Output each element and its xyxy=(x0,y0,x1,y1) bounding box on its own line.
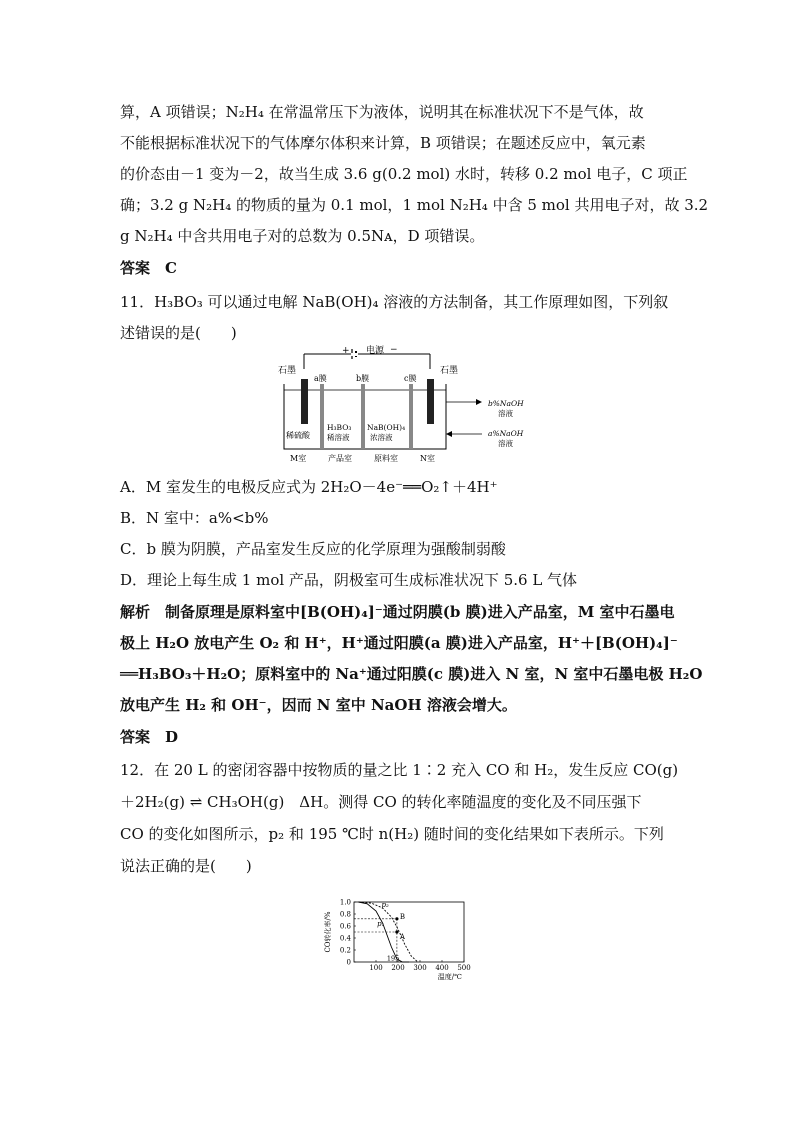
q11-option-a: A．M 室发生的电极反应式为 2H₂O－4e⁻══O₂↑＋4H⁺ xyxy=(120,478,498,496)
y-tick-label: 0.2 xyxy=(339,946,351,955)
inflow-arrow-icon xyxy=(446,431,452,437)
answer-10: 答案 C xyxy=(120,259,177,277)
solution-product-2: 稀溶液 xyxy=(327,433,350,442)
q11-option-c: C．b 膜为阴膜，产品室发生反应的化学原理为强酸制弱酸 xyxy=(120,540,506,558)
inflow-label-2: 溶液 xyxy=(498,439,513,448)
q12-stem-3: CO 的变化如图所示，p₂ 和 195 ℃时 n(H₂) 随时间的变化结果如下表所示。下列 xyxy=(120,825,664,843)
plot-frame xyxy=(354,902,464,962)
solution-raw-1: NaB(OH)₄ xyxy=(367,423,406,432)
x-tick-label: 300 xyxy=(413,964,427,972)
explanation-line-1: 算，A 项错误；N₂H₄ 在常温常压下为液体，说明其在标准状况下不是气体，故 xyxy=(120,103,644,121)
membrane-a-label: a膜 xyxy=(314,374,327,383)
outflow-arrow-icon xyxy=(476,399,482,405)
co-conversion-chart xyxy=(318,896,518,982)
answer-11: 答案 D xyxy=(120,728,179,746)
graphite-electrode-left xyxy=(301,379,308,424)
point-label-A: A xyxy=(399,933,405,941)
room-raw-label: 原料室 xyxy=(374,454,398,463)
membrane-a xyxy=(320,384,324,449)
graphite-electrode-right xyxy=(427,379,434,424)
q11-option-b: B．N 室中：a%<b% xyxy=(120,509,269,527)
power-source-label: 电源 xyxy=(366,346,385,356)
plus-sign: + xyxy=(342,346,350,356)
q12-stem-4: 说法正确的是( ) xyxy=(120,857,252,875)
series-line-2 xyxy=(358,902,417,962)
graphite-right-label: 石墨 xyxy=(440,366,459,376)
x-tick-label: 200 xyxy=(391,964,405,972)
battery-gap xyxy=(351,353,358,356)
electrolysis-diagram xyxy=(270,344,530,468)
q11-stem-2: 述错误的是( ) xyxy=(120,324,237,342)
x-axis-label: 温度/℃ xyxy=(437,973,462,981)
graphite-left-label: 石墨 xyxy=(278,366,297,376)
x-tick-label: 500 xyxy=(457,964,471,972)
y-tick-label: 0.8 xyxy=(339,910,351,919)
x-tick-label: 100 xyxy=(369,964,383,972)
minus-sign: − xyxy=(390,345,398,355)
x-tick-label: 400 xyxy=(435,964,449,972)
series-label-p2: p₂ xyxy=(381,900,389,909)
inflow-label-1: a%NaOH xyxy=(488,429,524,438)
q12-stem-1: 12．在 20 L 的密闭容器中按物质的量之比 1∶2 充入 CO 和 H₂，发生反应 CO(g) xyxy=(120,761,679,779)
explanation-line-2: 不能根据标准状况下的气体摩尔体积来计算，B 项错误；在题述反应中，氧元素 xyxy=(120,134,646,152)
membrane-c xyxy=(409,384,413,449)
explanation-line-3: 的价态由－1 变为－2，故当生成 3.6 g(0.2 mol) 水时，转移 0.2 mol 电子，C 项正 xyxy=(120,165,688,183)
solution-product-1: H₃BO₃ xyxy=(327,423,352,432)
explanation-line-4: 确；3.2 g N₂H₄ 的物质的量为 0.1 mol，1 mol N₂H₄ 中含 5 mol 共用电子对，故 3.2 xyxy=(120,196,709,214)
solution-raw-2: 浓溶液 xyxy=(370,433,393,442)
q12-stem-2: ＋2H₂(g) ⇌ CH₃OH(g) ΔH。测得 CO 的转化率随温度的变化及不同压强下 xyxy=(120,793,642,811)
q11-stem-1: 11．H₃BO₃ 可以通过电解 NaB(OH)₄ 溶液的方法制备，其工作原理如图，下列叙 xyxy=(120,293,669,311)
y-tick-label: 0.4 xyxy=(339,934,351,943)
y-tick-label: 1.0 xyxy=(339,898,351,907)
room-product-label: 产品室 xyxy=(328,454,352,463)
room-m-label: M室 xyxy=(290,454,307,463)
outflow-label-1: b%NaOH xyxy=(488,399,524,408)
membrane-b xyxy=(361,384,365,449)
chart-layer xyxy=(323,899,471,982)
room-n-label: N室 xyxy=(420,454,435,463)
q11-explanation-4: 放电产生 H₂ 和 OH⁻，因而 N 室中 NaOH 溶液会增大。 xyxy=(120,696,517,714)
explanation-line-5: g N₂H₄ 中含共用电子对的总数为 0.5Nᴀ，D 项错误。 xyxy=(120,227,485,245)
solution-m: 稀硫酸 xyxy=(286,431,310,440)
q11-explanation-3: ══H₃BO₃＋H₂O；原料室中的 Na⁺通过阳膜(c 膜)进入 N 室，N 室中石墨电极 H₂O xyxy=(120,665,703,683)
membrane-b-label: b膜 xyxy=(356,374,370,383)
q11-explanation-2: 极上 H₂O 放电产生 O₂ 和 H⁺，H⁺通过阳膜(a 膜)进入产品室，H⁺＋[B(OH)₄]⁻ xyxy=(120,634,678,652)
membrane-c-label: c膜 xyxy=(404,374,417,383)
annotation-195: 195 xyxy=(386,954,400,963)
y-tick-label: 0 xyxy=(346,958,351,967)
y-axis-label: CO转化率/% xyxy=(324,911,332,953)
outflow-label-2: 溶液 xyxy=(498,409,513,418)
series-label-p1: p₁ xyxy=(377,920,385,928)
y-tick-label: 0.6 xyxy=(339,922,351,931)
point-label-B: B xyxy=(399,912,406,921)
q11-option-d: D．理论上每生成 1 mol 产品，阴极室可生成标准状况下 5.6 L 气体 xyxy=(120,571,578,589)
q11-explanation-1: 解析 制备原理是原料室中[B(OH)₄]⁻通过阴膜(b 膜)进入产品室，M 室中石墨电 xyxy=(120,603,675,621)
